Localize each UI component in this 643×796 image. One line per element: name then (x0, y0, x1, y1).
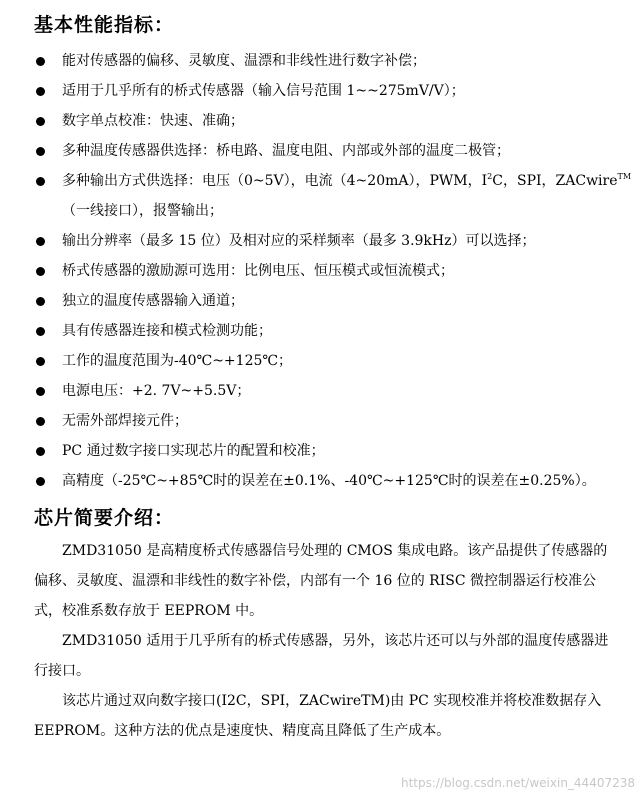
intro-paragraph: 该芯片通过双向数字接口(I2C，SPI，ZACwireTM)由 PC 实现校准并将校准数据存入 EEPROM。这种方法的优点是速度快、精度高且降低了生产成本。 (34, 693, 602, 739)
list-item: 数字单点校准：快速、准确； (34, 106, 634, 136)
list-item: 桥式传感器的激励源可选用：比例电压、恒压模式或恒流模式； (34, 256, 634, 286)
list-item: 能对传感器的偏移、灵敏度、温漂和非线性进行数字补偿； (34, 46, 634, 76)
section-title-performance: 基本性能指标： (34, 14, 175, 36)
bullet-icon (36, 117, 45, 126)
list-item: 多种输出方式供选择：电压（0~5V），电流（4~20mA），PWM，$I^2C$，SPI，ZACwire™ （一线接口），报警输出； (34, 166, 634, 226)
intro-paragraph: ZMD31050 适用于几乎所有的桥式传感器，另外，该芯片还可以与外部的温度传感器进行接口。 (34, 633, 609, 679)
bullet-icon (36, 327, 45, 336)
intro-paragraph: ZMD31050 是高精度桥式传感器信号处理的 CMOS 集成电路。该产品提供了传感器的偏移、灵敏度、温漂和非线性的数字补偿，内部有一个 16 位的 RISC 微控制器运行校准公式，校准系数存放于 EEPROM 中。 (34, 543, 608, 619)
list-item: 电源电压：+2. 7V~+5.5V； (34, 376, 634, 406)
bullet-icon (36, 417, 45, 426)
list-item: 独立的温度传感器输入通道； (34, 286, 634, 316)
list-item: 高精度（-25℃~+85℃时的误差在±0.1%、-40℃~+125℃时的误差在±0.25%）。 (34, 466, 634, 496)
bullet-icon (36, 387, 45, 396)
bullet-icon (36, 297, 45, 306)
bullet-icon (36, 267, 45, 276)
list-item: 具有传感器连接和模式检测功能； (34, 316, 634, 346)
bullet-icon (36, 87, 45, 96)
list-item: 适用于几乎所有的桥式传感器（输入信号范围 1~~275mV/V）； (34, 76, 634, 106)
list-item: 多种温度传感器供选择：桥电路、温度电阻、内部或外部的温度二极管； (34, 136, 634, 166)
bullet-icon (36, 177, 45, 186)
watermark: https://blog.csdn.net/weixin_44407238 (400, 776, 635, 790)
bullet-icon (36, 357, 45, 366)
bullet-icon (36, 57, 45, 66)
bullet-icon (36, 237, 45, 246)
list-item: 工作的温度范围为-40℃~+125℃； (34, 346, 634, 376)
list-item: 输出分辨率（最多 15 位）及相对应的采样频率（最多 3.9kHz）可以选择； (34, 226, 634, 256)
performance-list (34, 46, 634, 496)
list-item: PC 通过数字接口实现芯片的配置和校准； (34, 436, 634, 466)
section-title-introduction: 芯片简要介绍： (34, 507, 175, 529)
list-item: 无需外部焊接元件； (34, 406, 634, 436)
bullet-icon (36, 477, 45, 486)
bullet-icon (36, 147, 45, 156)
bullet-icon (36, 447, 45, 456)
